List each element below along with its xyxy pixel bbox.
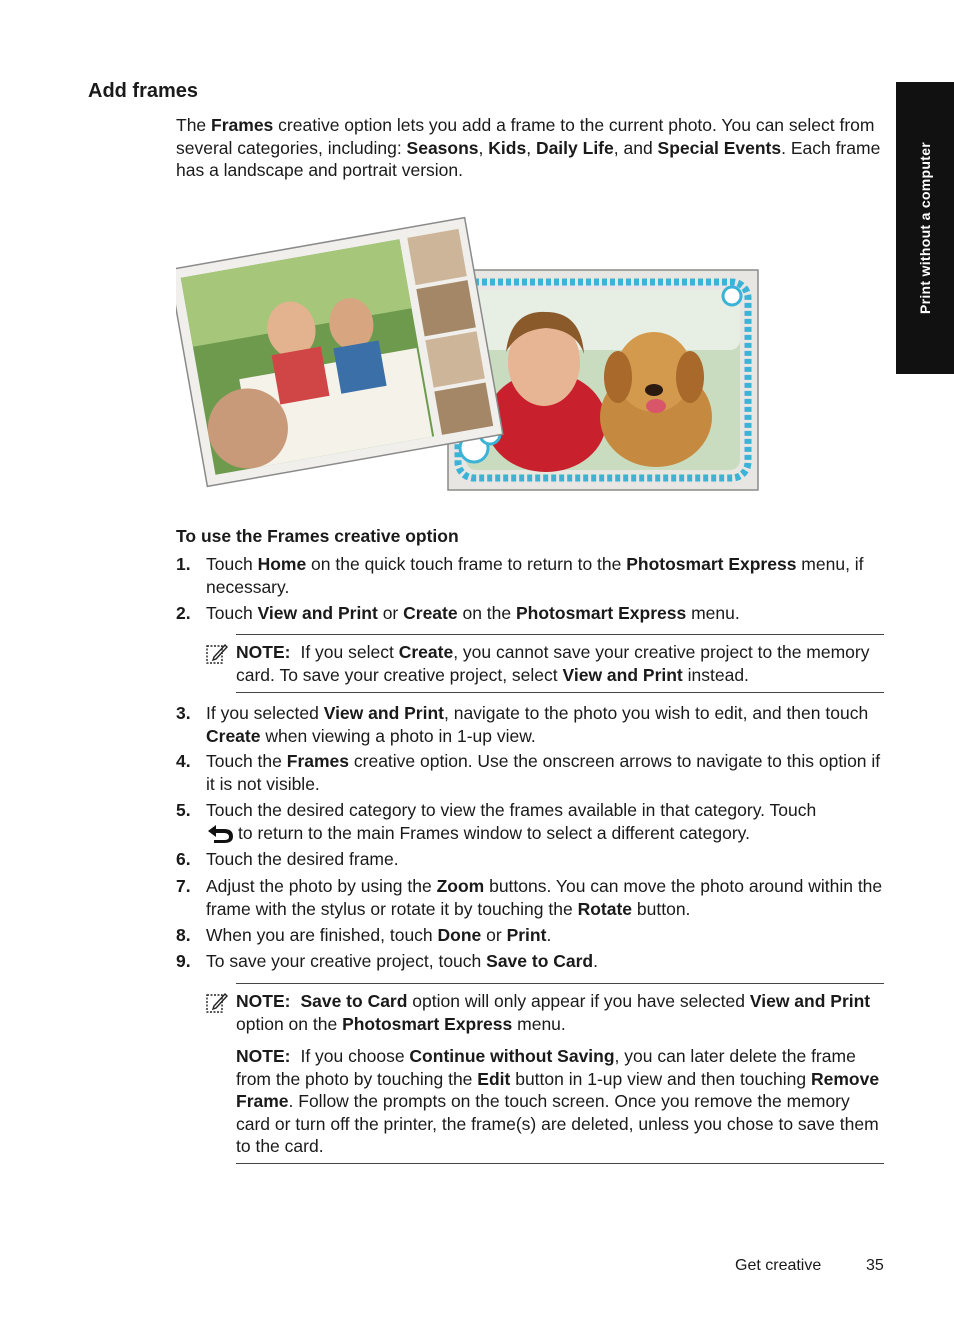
note-divider (236, 983, 884, 984)
boy-dog-framed-photo (448, 270, 758, 490)
note-save-to-card: NOTE: Save to Card option will only appear if you have selected View and Print option on the Photosmart Express menu. (236, 991, 871, 1034)
note-icon (205, 991, 229, 1015)
step-text: Touch the Frames creative option. Use the onscreen arrows to navigate to this option if it is not visible. (206, 751, 881, 794)
step-text: Touch the desired frame. (206, 849, 399, 869)
section-title: Add frames (88, 80, 199, 102)
step-text: Touch the desired category to view the frames available in that category. Touch to return to the main Frames window to select a different category. (206, 800, 817, 843)
step-text: To save your creative project, touch Save to Card. (206, 951, 598, 971)
frames-example-illustration (176, 212, 760, 494)
chapter-tab-label: Print without a computer (917, 141, 933, 315)
page-number: 35 (866, 1257, 884, 1274)
step-number: 9. (176, 951, 191, 971)
step-text: Adjust the photo by using the Zoom buttons. You can move the photo around within the frame with the stylus or rotate it by touching the Rotate button. (206, 876, 883, 919)
step-number: 7. (176, 876, 191, 896)
note-create: NOTE: If you select Create, you cannot save your creative project to the memory card. To save your creative project, select View and Print instead. (236, 642, 870, 685)
step-text: If you selected View and Print, navigate to the photo you wish to edit, and then touch Create when viewing a photo in 1-up view. (206, 703, 869, 746)
step-number: 8. (176, 925, 191, 945)
back-arrow-icon (206, 823, 234, 843)
step-text: Touch View and Print or Create on the Photosmart Express menu. (206, 603, 740, 623)
step-number: 6. (176, 849, 191, 869)
note-divider (236, 692, 884, 693)
chapter-side-tab (896, 82, 954, 374)
note-divider (236, 1163, 884, 1164)
step-text: Touch Home on the quick touch frame to return to the Photosmart Express menu, if necessary. (206, 554, 864, 597)
step-number: 1. (176, 554, 191, 574)
intro-paragraph: The Frames creative option lets you add a frame to the current photo. You can select from several categories, including: Seasons, Kids, Daily Life, and Special Events. Each frame has a landscape and portrait version. (176, 115, 881, 180)
step-number: 2. (176, 603, 191, 623)
step-number: 4. (176, 751, 191, 771)
note-divider (236, 634, 884, 635)
note-continue-without-saving: NOTE: If you choose Continue without Saving, you can later delete the frame from the photo by touching the Edit button in 1-up view and then touching Remove Frame. Follow the prompts on the touch screen. Once you remove the memory card or turn off the printer, the frame(s) are deleted, unless you chose to save them to the card. (236, 1046, 880, 1156)
note-icon (205, 642, 229, 666)
step-number: 5. (176, 800, 191, 820)
step-number: 3. (176, 703, 191, 723)
procedure-title: To use the Frames creative option (176, 526, 459, 546)
step-text: When you are finished, touch Done or Print. (206, 925, 552, 945)
footer-section-name: Get creative (735, 1257, 822, 1274)
